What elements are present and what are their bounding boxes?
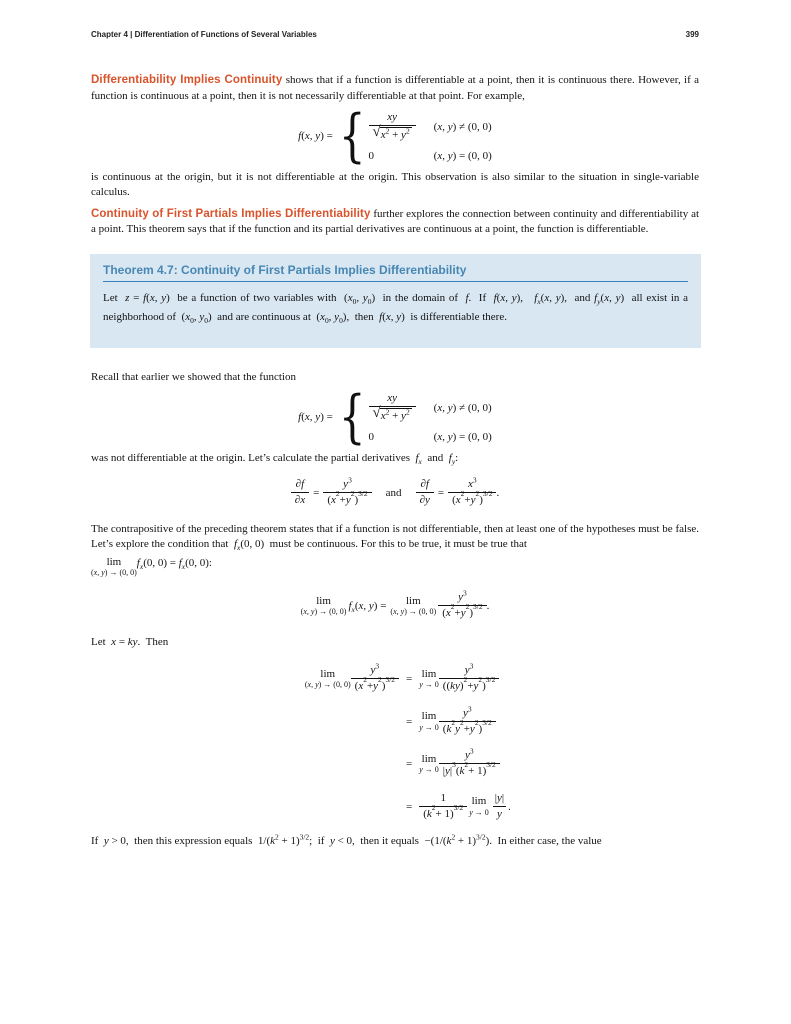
limit-operator: lim (x, y) → (0, 0)	[91, 555, 137, 578]
fraction-numerator: xy	[387, 392, 397, 404]
limit-operator: lim (x, y) → (0, 0)	[390, 594, 437, 617]
running-head-chapter: Chapter 4 | Differentiation of Functions of Several Variables	[91, 30, 317, 39]
case-value-2: 0	[368, 430, 375, 443]
case-condition-1: (x, y) ≠ (0, 0)	[433, 401, 492, 414]
intro-paragraph	[91, 73, 699, 104]
equals-sign: =	[406, 800, 413, 813]
limit-operator: lim (x, y) → (0, 0)	[300, 594, 347, 617]
case-condition-2: (x, y) = (0, 0)	[433, 149, 492, 162]
equation-piecewise-1	[91, 102, 699, 169]
equation-chain	[91, 661, 699, 821]
fraction: $y^3$ ( k 2 y 2 + y 2 ) 3/2	[439, 707, 496, 737]
final-paragraph: If y > 0, then this expression equals $1/(k^2 + 1)^{3/2}$; if y < 0, then it equals $-(1/(k^2 + 1)^{3/2})$. In either case, the value	[91, 832, 602, 848]
chain-row-2	[91, 704, 699, 737]
fraction: $\frac{|y|}{y}$	[494, 791, 505, 820]
chain-row-3-right	[406, 746, 500, 779]
equals-sign: =	[313, 486, 320, 499]
radical: √ $x^2 + y^2$	[372, 404, 410, 422]
equation-piecewise-2	[91, 383, 699, 450]
chain-row-1-left	[91, 661, 399, 694]
case-condition-1: (x, y) ≠ (0, 0)	[433, 120, 492, 133]
period: .	[508, 800, 511, 813]
piecewise-cases	[369, 392, 492, 443]
fraction-df-dx: ∂f ∂ x	[291, 478, 309, 508]
fraction	[369, 392, 416, 424]
equals-sign: =	[406, 673, 413, 686]
limit-operator: lim y → 0	[419, 667, 439, 690]
left-brace: {	[338, 383, 366, 450]
theorem-body: Let z = f(x, y) be a function of two variables with ($x_0$, $y_0$) in the domain of f. If f(x, y), $f_x(x$, y), and $f_y(x$, y) all exist in a neighborhood of ($x_0$, $y_0$) and are continuous at ($x_0$, $y_0$), then f(x, y) is differentiable there.	[103, 291, 689, 326]
running-header	[91, 30, 699, 39]
theorem-box	[90, 254, 701, 348]
limit-statement-rhs: $f_x(0$, $0) = f_x(0$, 0):	[136, 556, 212, 571]
term-continuity-first-partials: Continuity of First Partials Implies Differentiability	[91, 207, 371, 220]
equals-sign: =	[437, 486, 445, 499]
fraction: $y^3$ | y | 3 ( k 2 + 1) 3/2	[439, 749, 500, 779]
limit-operator: lim y → 0	[419, 752, 439, 775]
was-not-differentiable-line: was not differentiable at the origin. Let’s calculate the partial derivatives $f_x$ and $f_y$:	[91, 451, 459, 466]
function-lhs: f(x, y) =	[298, 411, 333, 424]
piecewise-cases	[369, 111, 492, 162]
fraction-y3: $y^3$ ( x 2 + y 2 ) 3/2	[323, 478, 371, 508]
fraction-x3: $x^3$ ( x 2 + y 2 ) 3/2	[448, 478, 496, 508]
period: .	[486, 600, 490, 613]
fraction: 1 ( k 2 + 1) 3/2	[419, 792, 467, 822]
radical: √ $x^2 + y^2$	[372, 123, 410, 141]
chain-row-1	[91, 661, 699, 694]
case-value-2: 0	[368, 149, 375, 162]
radical-sign: √	[372, 404, 381, 421]
fraction	[369, 111, 416, 143]
fraction: $y^3$ ( x 2 + y 2 ) 3/2	[351, 664, 399, 694]
word-and: and	[385, 486, 402, 499]
theorem-title: Theorem 4.7: Continuity of First Partials Implies Differentiability	[103, 263, 688, 282]
chain-row-3	[91, 746, 699, 779]
fraction-df-dy: ∂f ∂ y	[416, 478, 434, 508]
limit-operator: lim y → 0	[469, 795, 489, 817]
intro-text: shows that if a function is differentiable at a point, then it is continuous there. However, if a function is continuous at a point, then it is not necessarily differentiable at that point. For example,	[91, 74, 699, 102]
let-x-ky-line: Let x = ky. Then	[91, 635, 169, 648]
recall-paragraph: Recall that earlier we showed that the function	[91, 370, 296, 383]
fraction-numerator: xy	[387, 111, 397, 123]
page-number: 399	[685, 30, 699, 39]
fraction: $y^3$ (( ky ) 2 + y 2 ) 3/2	[439, 664, 500, 694]
equals-sign: =	[406, 715, 413, 728]
term-differentiability-implies-continuity: Differentiability Implies Continuity	[91, 74, 283, 86]
chain-row-4-right	[406, 792, 511, 822]
chain-row-1-right	[406, 661, 499, 694]
equation-limit-fx	[91, 588, 699, 621]
first-partials-text: further explores the connection between continuity and differentiability at a point. This theorem says that if the function and its partial derivatives are continuous at a point, the function is differentiable.	[91, 207, 700, 235]
chain-row-4	[91, 792, 699, 822]
function-lhs: f(x, y) =	[298, 130, 333, 143]
period: .	[496, 486, 500, 499]
limit-middle: $f_x(x$, y) =	[348, 600, 387, 615]
fraction-denominator	[369, 406, 416, 424]
equation-partial-derivatives	[91, 475, 699, 508]
contrapositive-paragraph: The contrapositive of the preceding theorem states that if a function is not differentiable, then at least one of the hypotheses must be false. Let’s explore the condition that $f_x(0$, 0) must be continuous. For this to be true, it must be true that	[91, 522, 699, 553]
chain-row-2-right	[406, 704, 496, 737]
limit-statement-line	[91, 557, 699, 578]
continuity-paragraph: is continuous at the origin, but it is not differentiable at the origin. This observation is also similar to the situation in single-variable calculus.	[91, 170, 699, 198]
fraction: $y^3$ ( x 2 + y 2 ) 3/2	[438, 591, 486, 621]
left-brace: {	[338, 102, 366, 169]
case-condition-2: (x, y) = (0, 0)	[433, 430, 492, 443]
radical-sign: √	[372, 123, 381, 140]
first-partials-paragraph	[91, 207, 699, 238]
equals-sign: =	[406, 758, 413, 771]
limit-operator: lim (x, y) → (0, 0)	[304, 667, 351, 690]
limit-operator: lim y → 0	[419, 710, 439, 732]
fraction-denominator	[369, 125, 416, 143]
